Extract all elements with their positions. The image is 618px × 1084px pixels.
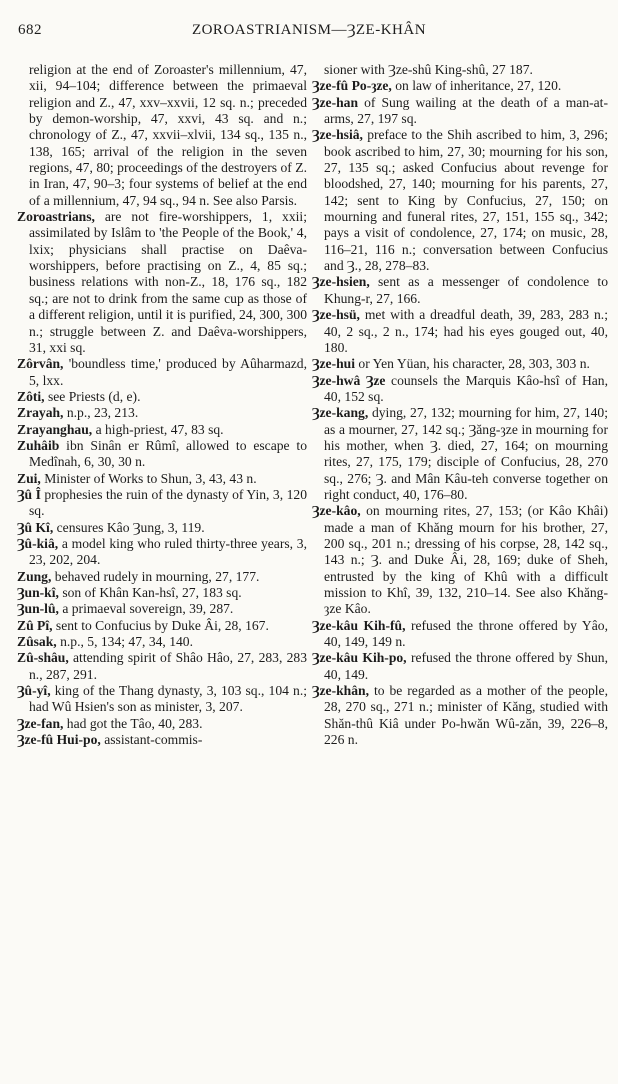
entry-text: dying, 27, 132; mourning for him, 27, 140; as a mourner, 27, 142 sq.; Ȝăng-ȝze in mourning for his mother, when Ȝ. died, 27, 164; on mourning rites, 27, 175, 179; disciple of Confucius, 28, 270 sq., 276; Ȝ. and Mân Kâu-teh converse together on right conduct, 40, 176–80. bbox=[324, 405, 608, 502]
right-column bbox=[312, 62, 608, 748]
entry-text: refused the throne offered by Yâo, 40, 149, 149 n. bbox=[324, 617, 608, 650]
entry-headword: Ȝze-kang, bbox=[312, 405, 369, 421]
entry-text: counsels the Marquis Kâo-hsî of Han, 40, 152 sq. bbox=[324, 372, 609, 404]
page-number: 682 bbox=[18, 22, 42, 38]
index-entry bbox=[17, 634, 307, 650]
index-entry bbox=[17, 601, 307, 617]
entry-text: of Sung wailing at the death of a man-at-arms, 27, 197 sq. bbox=[324, 94, 608, 127]
entry-headword: Zung, bbox=[17, 568, 52, 584]
entry-text: met with a dreadful death, 39, 283, 283 n.; 40, 2 sq., 2 n., 174; had his eyes gouged out, 40, 180. bbox=[324, 307, 608, 355]
entry-text: or Yen Yüan, his character, 28, 303, 303 n. bbox=[355, 356, 590, 372]
entry-text: n.p., 23, 213. bbox=[63, 405, 139, 421]
index-entry-continuation bbox=[17, 62, 307, 209]
entry-headword: Zû-shâu, bbox=[17, 650, 69, 666]
entry-text: prophesies the ruin of the dynasty of Yin, 3, 120 sq. bbox=[29, 486, 308, 519]
entry-headword: Ȝze-fan, bbox=[17, 715, 64, 731]
entry-headword: Zui, bbox=[17, 470, 41, 486]
entry-headword: Ȝû-yî, bbox=[17, 683, 51, 699]
index-entry bbox=[312, 373, 608, 406]
entry-headword: Ȝze-kâu Kih-po, bbox=[312, 650, 407, 666]
entry-headword: Zoroastrians, bbox=[17, 209, 95, 225]
index-entry bbox=[17, 471, 307, 487]
index-entry bbox=[312, 683, 608, 748]
entry-headword: Ȝze-hwâ Ȝze bbox=[312, 372, 386, 388]
entry-headword: Zrayangh​au, bbox=[17, 421, 93, 437]
entry-text: a high-priest, 47, 83 sq. bbox=[92, 421, 224, 437]
index-entry bbox=[312, 503, 608, 617]
index-entry bbox=[17, 716, 307, 732]
page-header bbox=[14, 22, 604, 44]
entry-headword: Zôti, bbox=[17, 388, 45, 404]
entry-text: had got the Tâo, 40, 283. bbox=[63, 715, 203, 731]
entry-text: son of Khân Kan-hsî, 27, 183 sq. bbox=[58, 585, 242, 600]
entry-headword: Ȝû-kiâ, bbox=[17, 535, 59, 551]
index-entry bbox=[17, 356, 307, 389]
entry-headword: Zuhâib bbox=[17, 437, 60, 453]
index-entry bbox=[17, 487, 307, 520]
index-entry bbox=[312, 405, 608, 503]
entry-text: to be regarded as a mother of the people, 28, 270 sq., 271 n.; minister of Kăng, studied with Shăn-thû Kiâ under Po-hwăn Wû-zăn, 39, 226–8, 226 n. bbox=[324, 683, 608, 748]
entry-text: n.p., 5, 134; 47, 34, 140. bbox=[56, 634, 194, 650]
index-entry bbox=[17, 618, 307, 634]
index-entry bbox=[312, 307, 608, 356]
index-entry bbox=[312, 650, 608, 683]
index-entry bbox=[17, 650, 307, 683]
entry-text: preface to the Shih ascribed to him, 3, 296; book ascribed to him, 27, 30; mourning for his son, 27, 135 sq.; asked Confucius about revenge for bloodshed, 27, 140; mourning for his parents, 27, 142; sent to King by Confucius, 27, 150; on mourning and funeral rites, 27, 151, 155 sq., 342; pays a visit of condolence, 27, 174; on music, 28, 116–21, 116 n.; conversation between Confucius and Ȝ., 28, 278–83. bbox=[324, 127, 608, 274]
entry-text: see Priests (d, e). bbox=[44, 388, 141, 404]
entry-text: refused the throne offered by Shun, 40, 149. bbox=[324, 650, 608, 682]
entry-text: on mourning rites, 27, 153; (or Kâo Khâi) made a man of Khăng mourn for his brother, 27, 200 sq., 201 n.; dressing of his corpse, 28, 142 sq., 143 n.; Ȝ. and Duke Âi, 28, 169; duke of Sheh, entrusted by the king of Khû with a difficult mission to Khî, 39, 132, 210–14. See also Khăng-ȝze Kâo. bbox=[324, 503, 608, 617]
entry-headword: Ȝze-fû Hui-po, bbox=[17, 732, 101, 748]
entry-headword: Ȝun-kî, bbox=[17, 585, 59, 600]
entry-text: a model king who ruled thirty-three years, 3, 23, 202, 204. bbox=[29, 535, 307, 568]
index-entry bbox=[17, 438, 307, 471]
entry-text: 'boundless time,' produced by Aûharmazd, 5, lxx. bbox=[29, 356, 307, 388]
index-entry bbox=[17, 422, 307, 438]
entry-headword: Ȝû Kî, bbox=[17, 519, 54, 535]
entry-text: assistant-commis- bbox=[100, 732, 203, 748]
entry-text: Minister of Works to Shun, 3, 43, 43 n. bbox=[40, 470, 257, 486]
entry-text: sent as a messenger of condolence to Khung-r, 27, 166. bbox=[324, 274, 608, 306]
index-entry bbox=[312, 127, 608, 274]
entry-headword: Ȝû Î bbox=[17, 486, 41, 502]
index-entry bbox=[17, 520, 307, 536]
index-entry bbox=[17, 569, 307, 585]
entry-headword: Ȝze-fû Po-ȝze, bbox=[312, 78, 392, 94]
entry-headword: Ȝze-hui bbox=[312, 356, 356, 372]
index-entry bbox=[17, 732, 307, 748]
entry-text: ibn Sinân er Rûmî, allowed to escape to Medînah, 6, 30, 30 n. bbox=[29, 437, 307, 470]
entry-text: behaved rudely in mourning, 27, 177. bbox=[51, 568, 260, 584]
index-entry bbox=[312, 95, 608, 128]
entry-headword: Zôrvân, bbox=[17, 356, 64, 372]
entry-headword: Ȝze-kâo, bbox=[312, 503, 361, 519]
entry-headword: Ȝun-lû, bbox=[17, 601, 59, 617]
entry-headword: Ȝze-hsü, bbox=[312, 307, 360, 323]
entry-headword: Zûsak, bbox=[17, 634, 57, 650]
index-entry bbox=[17, 209, 307, 356]
index-entry bbox=[17, 405, 307, 421]
entry-text: attending spirit of Shâo Hâo, 27, 283, 283 n., 287, 291. bbox=[29, 650, 307, 682]
entry-headword: Ȝze-khân, bbox=[312, 683, 369, 699]
index-entry bbox=[17, 585, 307, 601]
entry-headword: Zû Pî, bbox=[17, 617, 53, 633]
entry-text: sent to Confucius by Duke Âi, 28, 167. bbox=[52, 617, 269, 633]
entry-text: censures Kâo Ȝung, 3, 119. bbox=[53, 519, 205, 535]
index-entry bbox=[17, 389, 307, 405]
entry-text: on law of inheritance, 27, 120. bbox=[391, 78, 562, 94]
entry-headword: Ȝze-hsien, bbox=[312, 274, 370, 290]
entry-headword: Ȝze-kâu Kih-fû, bbox=[312, 617, 406, 633]
entry-headword: Zrayah, bbox=[17, 405, 64, 421]
index-entry-continuation bbox=[312, 62, 608, 78]
entry-text: sioner with Ȝze-shû King-shû, 27 187. bbox=[324, 62, 533, 77]
index-entry bbox=[312, 78, 608, 94]
entry-headword: Ȝze-hsiâ, bbox=[312, 127, 363, 143]
entry-text: king of the Thang dynasty, 3, 103 sq., 104 n.; had Wû Hsien's son as minister, 3, 207. bbox=[29, 683, 307, 715]
index-entry bbox=[312, 356, 608, 372]
index-entry bbox=[17, 536, 307, 569]
index-entry bbox=[312, 618, 608, 651]
index-entry bbox=[17, 683, 307, 716]
entry-text: a primaeval sovereign, 39, 287. bbox=[58, 601, 234, 617]
entry-text: religion at the end of Zoroaster's millennium, 47, xii, 94–104; difference between the primaeval religion and Z., 47, xxv–xxvii, 12 sq. n.; preceded by demon-worship, 47, xxvi, 43 sq. and n.; chronology of Z., 47, xxvii–xlvii, 134 sq., 135 n., 138, 165; arrival of the religion in the seven regions, 47, 80; proceedings of the destroyers of Z. in Iran, 47, 90–3; four systems of belief at the end of a millennium, 47, 94 sq., 94 n. See also Parsis. bbox=[29, 62, 307, 208]
entry-headword: Ȝze-han bbox=[312, 94, 359, 110]
running-title: ZOROASTRIANISM—ȜZE-KHÂN bbox=[191, 22, 427, 38]
index-entry bbox=[312, 274, 608, 307]
left-column bbox=[17, 62, 307, 748]
entry-text: are not fire-worshippers, 1, xxii; assimilated by Islâm to 'the People of the Book,' 4, lxix; physicians shall practise on Daêva-worshippers, before practising on Z., 4, 85 sq.; business relations with non-Z., 18, 176 sq., 182 sq.; are not to drink from the same cup as those of a different religion, until it is purified, 24, 300, 300 n.; struggle between Z. and Daêva-worshippers, 31, xxi sq. bbox=[29, 209, 307, 355]
